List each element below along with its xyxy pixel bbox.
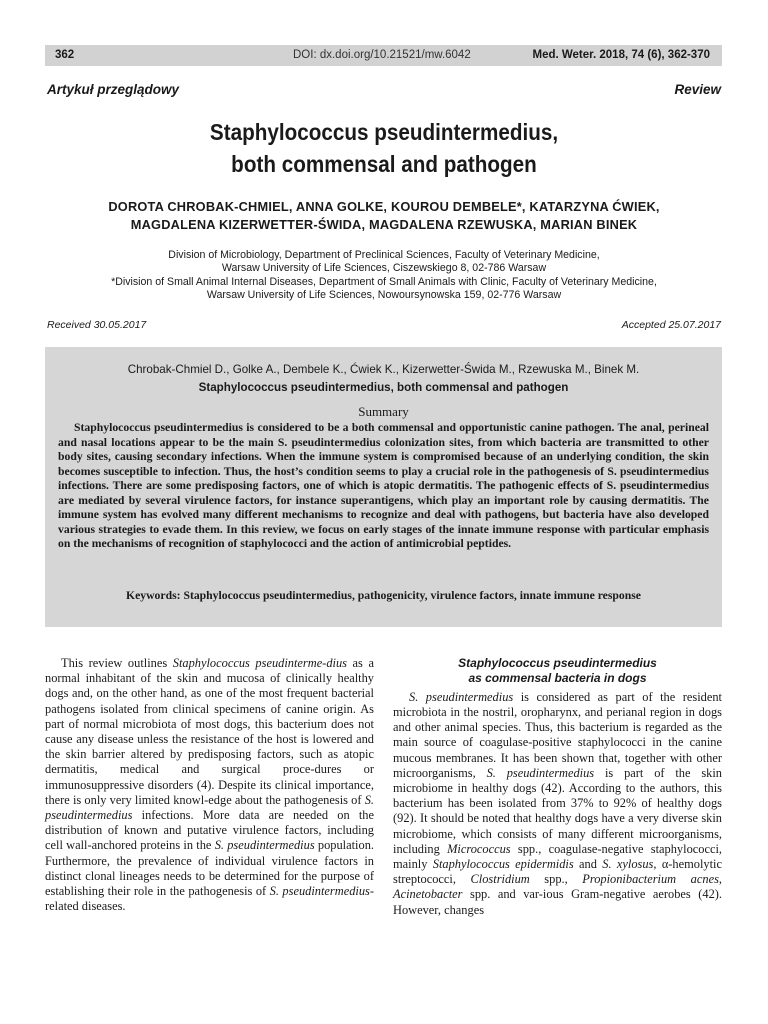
section-heading-line: Staphylococcus pseudintermedius (458, 656, 657, 670)
received-date: Received 30.05.2017 (47, 319, 147, 331)
text-run: -related diseases. (45, 884, 374, 914)
article-title (46, 116, 722, 180)
summary-box (45, 347, 722, 627)
journal-citation: Med. Weter. 2018, 74 (6), 362-370 (532, 49, 710, 61)
author-line: DOROTA CHROBAK-CHMIEL, ANNA GOLKE, KOUROU DEMBELE*, KATARZYNA ĆWIEK, (108, 199, 660, 214)
text-run: infections. More data are needed on the distribution of known and putative virulence factors, including cell wall-anchored proteins in the (45, 808, 374, 853)
affiliation-line: Warsaw University of Life Sciences, Ciszewskiego 8, 02-786 Warsaw (221, 262, 547, 275)
author-line: MAGDALENA KIZERWETTER-ŚWIDA, MAGDALENA RZEWUSKA, MARIAN BINEK (130, 217, 638, 232)
genus-name: Acinetobacter (393, 887, 463, 902)
summary-body: Staphylococcus pseudintermedius is considered to be a both commensal and opportunistic canine pathogen. The anal, perineal and nasal locations appear to be the main S. pseudintermedius colonization sites, from which bacteria are transmitted to other body sites, causing secondary infections. When the immune system is compromised because of an underlying condition, the skin becomes susceptible to infection. Thus, the host’s condition seems to play a crucial role in the pathogenesis of S. pseudintermedius infections. There are some predisposing factors, one of which is atopic dermatitis. The pathogenic effects of S. pseudintermedius are mediated by several virulence factors, for instance superantigens, which play an important role by causing dermatitis. The immune system has evolved many different mechanisms to recognize and deal with pathogens, but bacteria have also developed various strategies to evade them. In this review, we focus on early stages of the innate immune response with particular emphasis on the mechanisms of recognition of staphylococci and the action of antimicrobial peptides. (58, 421, 709, 550)
text-run: population. Furthermore, the prevalence of individual virulence factors in distinct clonal lineages needs to be determined for the purpose of establishing their role in the pathogenesis of (45, 838, 374, 899)
text-run: This review outlines (61, 656, 173, 670)
affiliations (0, 249, 768, 303)
keywords: Keywords: Staphylococcus pseudintermedius, pathogenicity, virulence factors, innate immune response (125, 589, 641, 602)
species-name: S. pseudintermedius (409, 689, 514, 704)
accepted-date: Accepted 25.07.2017 (621, 319, 721, 331)
affiliation-line: *Division of Small Animal Internal Diseases, Department of Small Animals with Clinic, Faculty of Veterinary Medicine, (111, 275, 657, 288)
affiliation-line: Warsaw University of Life Sciences, Nowoursynowska 159, 02-776 Warsaw (206, 289, 562, 302)
text-run: is considered as part of the resident microbiota in the nostril, oropharynx, and perianal region in dogs and other animal species. Thus, this bacterium is regarded as the main source of coagulase-positive staphylococci in the canine mucous membranes. It has been shown that, together with other microorganisms, (393, 689, 722, 780)
text-run: , α-hemolytic streptococci, (393, 857, 722, 887)
genus-name: Clostridium (470, 872, 530, 887)
genus-name: Micrococcus (447, 841, 511, 856)
text-run: , (718, 872, 722, 887)
species-name: Staphylococcus epidermidis (432, 857, 574, 872)
title-line: both commensal and pathogen (231, 151, 537, 177)
species-name: Staphylococcus pseudinterme-dius (172, 656, 347, 670)
text-run: is part of the skin microbiome in healthy dogs (42). According to the authors, this bacterium has been isolated from 37% to 92% of healthy dogs (92). It should be noted that healthy dogs have a very diverse skin microbiome, which consists of many different microorganisms, including (393, 765, 722, 856)
text-run: spp., (529, 872, 583, 887)
running-head (45, 45, 722, 66)
section-heading-line: as commensal bacteria in dogs (468, 671, 647, 686)
affiliation-line: Division of Microbiology, Department of Preclinical Sciences, Faculty of Veterinary Medicine, (168, 249, 600, 261)
summary-citation-title: Staphylococcus pseudintermedius, both commensal and pathogen (198, 381, 569, 394)
species-name: S. pseudintermedius (214, 838, 315, 853)
author-list (0, 198, 768, 234)
body-column-right (393, 656, 722, 918)
article-type-label-polish: Artykuł przeglądowy (47, 82, 180, 97)
summary-citation-authors: Chrobak-Chmiel D., Golke A., Dembele K., Ćwiek K., Kizerwetter-Świda M., Rzewuska M., Binek M. (127, 363, 640, 376)
text-run: spp. and var-ious Gram-negative aerobes (42). However, changes (393, 887, 722, 917)
text-run: as a normal inhabitant of the skin and mucosa of clinically healthy dogs and, on the other hand, as one of the most frequent bacterial pathogens isolated from clinical specimens of canine origin. As part of normal microbiota of most dogs, this bacterium does not cause any disease unless the resistance of the host is lowered and the skin barrier altered by predisposing factors, such as atopic dermatitis, medical and surgical proce-dures or immunosuppressive disorders (4). Despite its clinical importance, there is only very limited knowl-edge about the pathogenesis of (45, 656, 374, 807)
species-name: S. xylosus (602, 857, 654, 872)
summary-heading: Summary (358, 404, 409, 419)
species-name: S. pseudintermedius (45, 792, 374, 823)
title-line: Staphylococcus pseudintermedius, (209, 119, 559, 145)
text-run: spp., coagulase-negative staphylococci, mainly (393, 841, 722, 872)
text-run: and (573, 857, 603, 872)
section-heading (393, 656, 722, 687)
intro-paragraph (45, 656, 374, 914)
section-paragraph (393, 690, 722, 918)
species-name: Propionibacterium acnes (582, 872, 719, 887)
species-name: S. pseudintermedius (486, 765, 595, 780)
body-column-left (45, 656, 374, 914)
doi-link[interactable]: DOI: dx.doi.org/10.21521/mw.6042 (293, 49, 471, 61)
article-type-label: Review (674, 82, 721, 97)
page-number: 362 (55, 49, 75, 61)
species-name: S. pseudintermedius (269, 884, 370, 899)
